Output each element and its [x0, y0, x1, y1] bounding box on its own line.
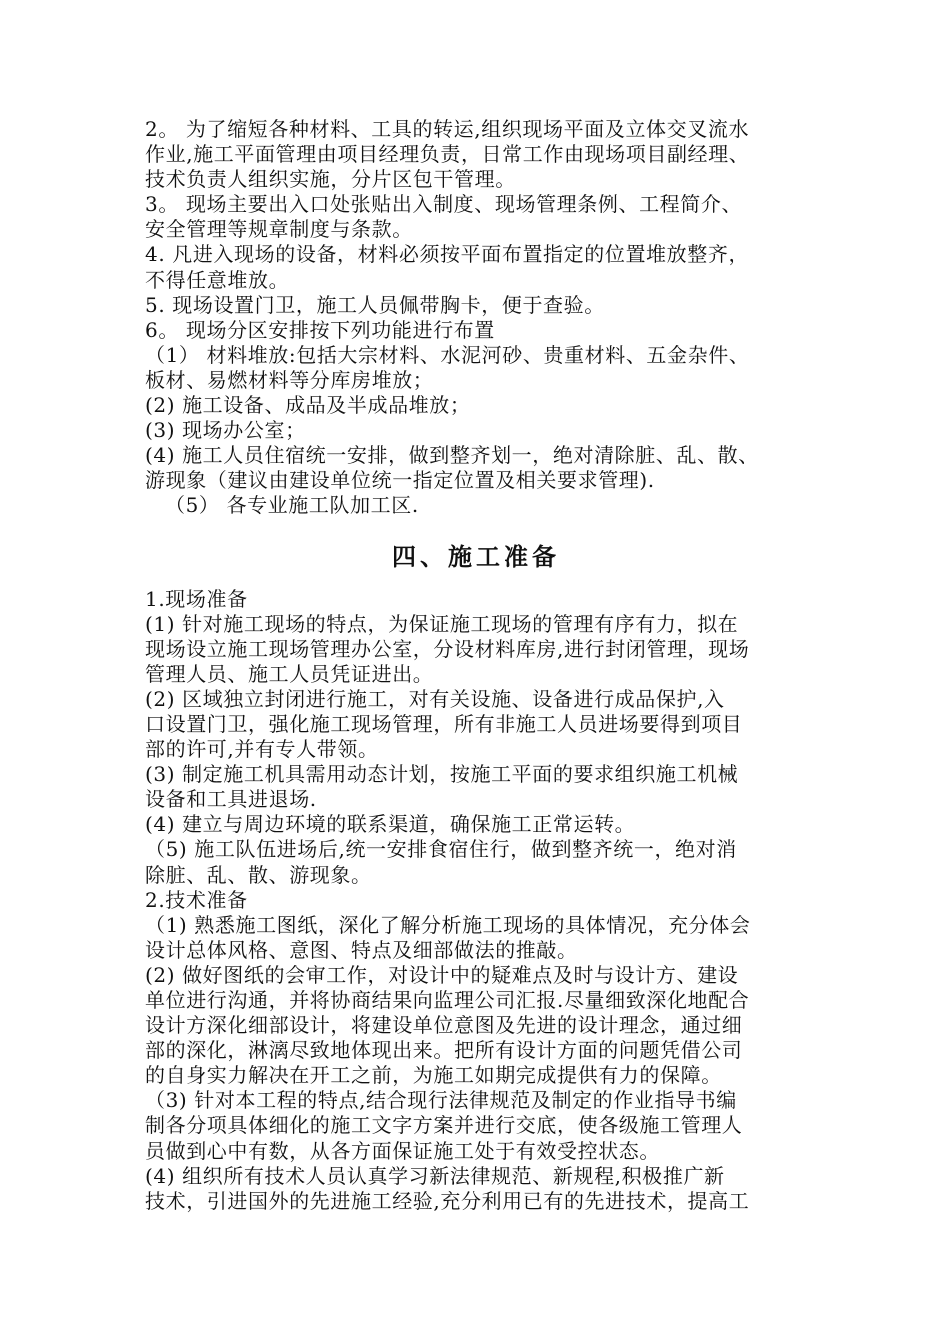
- text-line: (2) 施工设备、成品及半成品堆放；: [145, 393, 471, 418]
- text-line: 设计方深化细部设计，将建设单位意图及先进的设计理念，通过细: [145, 1013, 743, 1038]
- text-line: （5） 各专业施工队加工区.: [165, 493, 419, 518]
- text-line: (4) 施工人员住宿统一安排，做到整齐划一，绝对清除脏、乱、散、: [145, 443, 759, 468]
- construction-preparation-section: [145, 587, 832, 1214]
- text-line: （5) 施工队伍进场后,统一安排食宿住行，做到整齐统一，绝对消: [145, 837, 737, 862]
- text-line: 员做到心中有数，从各方面保证施工处于有效受控状态。: [145, 1138, 660, 1163]
- text-line: 设计总体风格、意图、特点及细部做法的推敲。: [145, 937, 578, 962]
- text-line: 的自身实力解决在开工之前，为施工如期完成提供有力的保障。: [145, 1063, 722, 1088]
- text-line: 部的许可,并有专人带领。: [145, 737, 379, 762]
- text-line: 除脏、乱、散、游现象。: [145, 862, 372, 887]
- text-line: 板材、易燃材料等分库房堆放；: [145, 367, 434, 392]
- text-line: (4) 建立与周边环境的联系渠道，确保施工正常运转。: [145, 812, 636, 837]
- text-line: 技术负责人组织实施，分片区包干管理。: [145, 167, 516, 192]
- text-line: (2) 做好图纸的会审工作，对设计中的疑难点及时与设计方、建设: [145, 962, 739, 987]
- text-line: (4) 组织所有技术人员认真学习新法律规范、新规程,积极推广新: [145, 1163, 725, 1188]
- text-line: 管理人员、施工人员凭证进出。: [145, 661, 434, 686]
- text-line: 作业,施工平面管理由项目经理负责，日常工作由现场项目副经理、: [145, 142, 750, 167]
- text-line: 2。 为了缩短各种材料、工具的转运,组织现场平面及立体交叉流水: [145, 117, 750, 141]
- text-line: 5. 现场设置门卫，施工人员佩带胸卡，便于查验。: [145, 292, 605, 317]
- text-line: 技术，引进国外的先进施工经验,充分利用已有的先进技术，提高工: [145, 1188, 750, 1213]
- text-line: (3) 现场办公室；: [145, 418, 306, 443]
- section-heading: 四、施工准备: [392, 542, 560, 571]
- text-line: 单位进行沟通，并将协商结果向监理公司汇报.尽量细致深化地配合: [145, 988, 750, 1012]
- text-line: (2) 区域独立封闭进行施工，对有关设施、设备进行成品保护,入: [145, 686, 725, 711]
- text-line: 游现象（建议由建设单位统一指定位置及相关要求管理).: [145, 468, 655, 493]
- text-line: 4. 凡进入现场的设备，材料必须按平面布置指定的位置堆放整齐，: [145, 242, 750, 267]
- text-line: 2.技术准备: [145, 887, 248, 912]
- text-line: 安全管理等规章制度与条款。: [145, 217, 413, 242]
- text-line: 设备和工具进退场.: [145, 787, 317, 812]
- text-line: 1.现场准备: [145, 586, 248, 611]
- text-line: （1) 熟悉施工图纸，深化了解分析施工现场的具体情况，充分体会: [145, 912, 751, 937]
- text-line: 3。 现场主要出入口处张贴出入制度、现场管理条例、工程简介、: [145, 192, 743, 217]
- text-line: (1) 针对施工现场的特点，为保证施工现场的管理有序有力，拟在: [145, 611, 739, 636]
- site-management-section: [145, 117, 832, 519]
- text-line: 现场设立施工现场管理办公室，分设材料库房,进行封闭管理，现场: [145, 636, 750, 661]
- text-line: (3) 制定施工机具需用动态计划，按施工平面的要求组织施工机械: [145, 762, 739, 787]
- text-line: 不得任意堆放。: [145, 267, 290, 292]
- text-line: 6。 现场分区安排按下列功能进行布置: [145, 317, 495, 342]
- text-line: 部的深化，淋漓尽致地体现出来。把所有设计方面的问题凭借公司: [145, 1038, 743, 1063]
- text-line: （1） 材料堆放:包括大宗材料、水泥河砂、贵重材料、五金杂件、: [145, 342, 750, 367]
- text-line: （3) 针对本工程的特点,结合现行法律规范及制定的作业指导书编: [145, 1088, 737, 1113]
- text-line: 口设置门卫，强化施工现场管理，所有非施工人员进场要得到项目: [145, 711, 743, 736]
- text-line: 制各分项具体细化的施工文字方案并进行交底，使各级施工管理人: [145, 1113, 743, 1138]
